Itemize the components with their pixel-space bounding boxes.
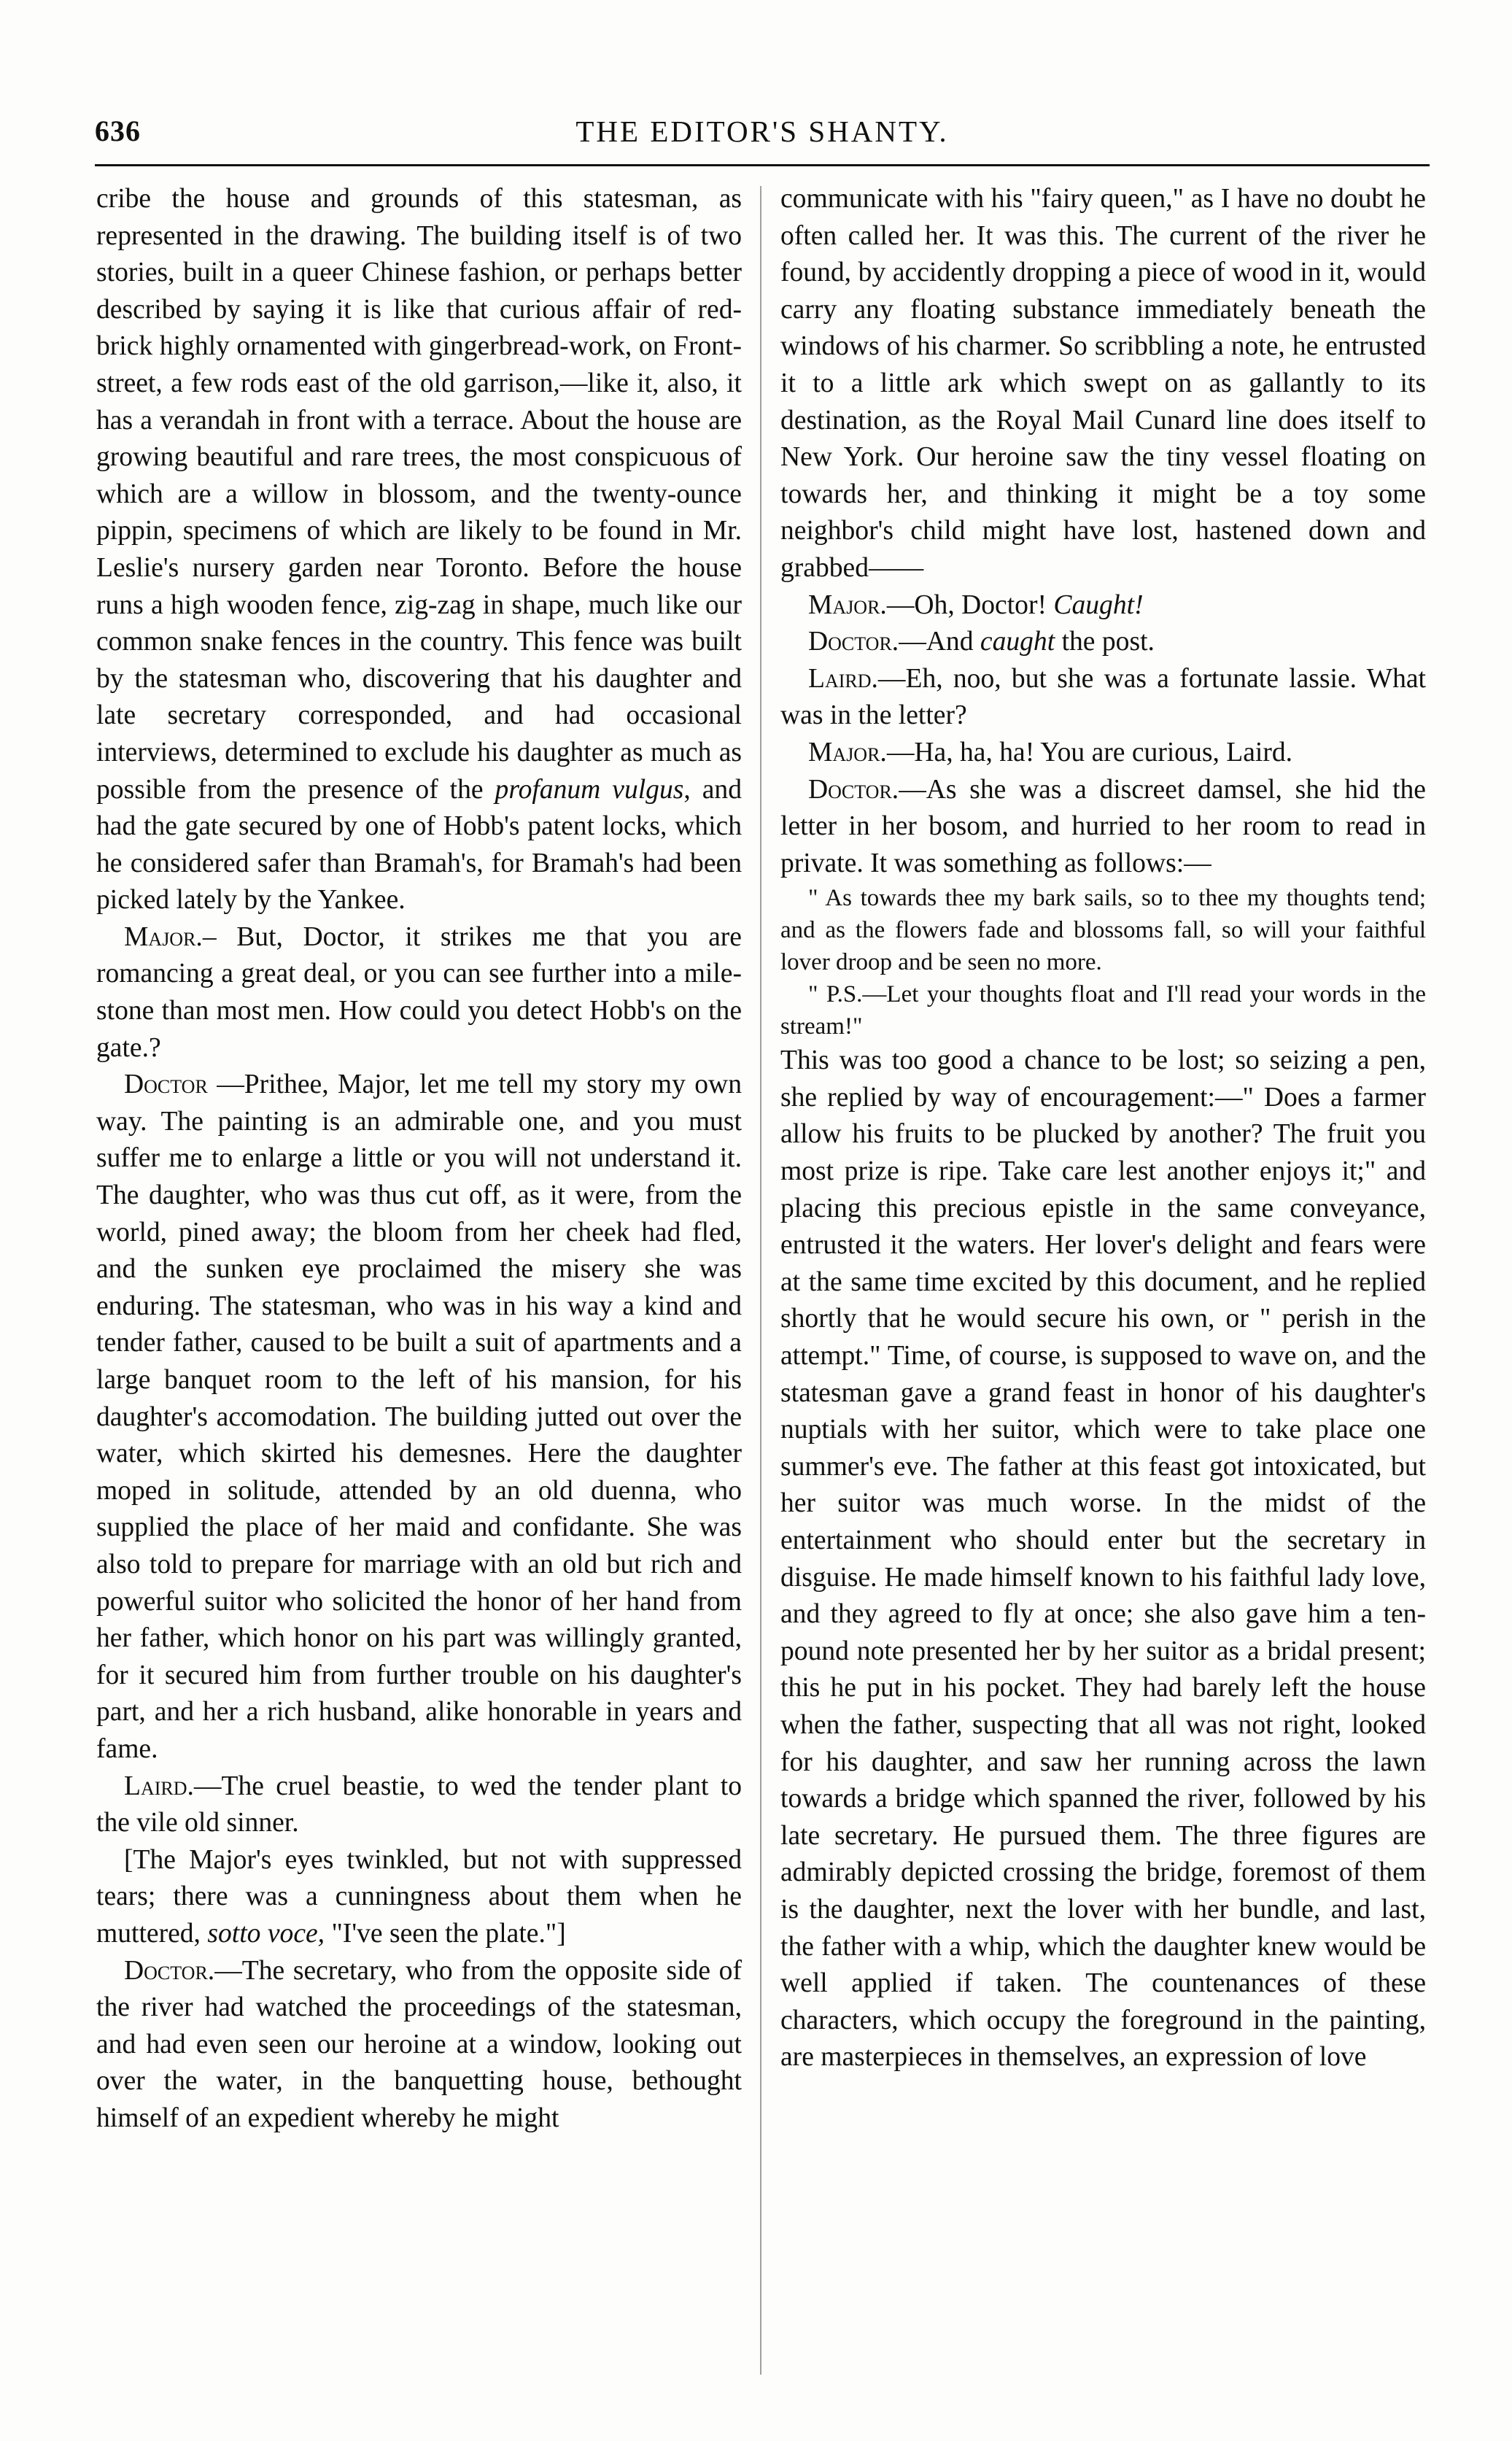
quoted-postscript: " P.S.—Let your thoughts float and I'll read your words in the stream!" (780, 981, 1426, 1040)
paragraph: [The Major's eyes twinkled, but not with suppressed tears; there was a cunningness about them when he muttered, sotto voce, "I've seen the plate."] (96, 1844, 742, 1949)
page-header (95, 109, 1430, 160)
column-divider (760, 186, 761, 2375)
speaker-name: Major. (808, 589, 887, 620)
left-column (96, 181, 742, 2137)
speaker-name: Doctor. (124, 1955, 215, 1986)
paragraph: Major.—Ha, ha, ha! You are curious, Laird. (808, 737, 1293, 767)
paragraph: Doctor.—And caught the post. (808, 627, 1155, 657)
paragraph: Doctor.—The secretary, who from the opposite side of the river had watched the proceedings of the statesman, and had even seen our heroine at a window, looking out over the water, in the banquetting house, bethought himself of an expedient whereby he might (96, 1955, 742, 2133)
speaker-name: Major. (808, 737, 887, 767)
speaker-name: Doctor. (808, 774, 899, 805)
speaker-name: Doctor. (808, 627, 899, 657)
paragraph: Laird.—Eh, noo, but she was a fortunate lassie. What was in the letter? (780, 663, 1426, 731)
speaker-name: Laird. (124, 1771, 194, 1801)
right-column (780, 181, 1426, 2076)
running-head: THE EDITOR'S SHANTY. (575, 115, 949, 148)
paragraph: Laird.—The cruel beastie, to wed the tender plant to the vile old sinner. (96, 1771, 742, 1838)
speaker-name: Doctor (124, 1069, 208, 1100)
paragraph: This was too good a chance to be lost; so seizing a pen, she replied by way of encouragement:—" Does a farmer allow his fruits to be plucked by another? The fruit you most prize is ripe. Take care lest another enjoys it;" and placing this precious epistle in the same conveyance, entrusted it the waters. Her lover's delight and fears were at the same time excited by this document, and he replied shortly that he would secure his own, or " perish in the attempt." Time, of course, is supposed to wave on, and the statesman gave a grand feast in honor of his daughter's nuptials with her suitor, which were to take place one summer's eve. The father at this feast got intoxicated, but her suitor was much worse. In the midst of the entertainment who should enter but the secretary in disguise. He made himself known to his faithful lady love, and they agreed to fly at once; she also gave him a ten-pound note presented her by her suitor as a bridal present; this he put in his pocket. They had barely left the house when the father, suspecting that all was not right, looked for his daughter, and saw her running across the lawn towards a bridge which spanned the river, followed by his late secretary. He pursued them. The three figures are admirably depicted crossing the bridge, foremost of them is the daughter, next the lover with her bundle, and last, the father with a whip, which the daughter knew would be well applied if taken. The countenances of these characters, which occupy the foreground in the painting, are masterpieces in themselves, an expression of love (780, 1045, 1426, 2073)
paragraph: cribe the house and grounds of this statesman, as represented in the drawing. The building itself is of two stories, built in a queer Chinese fashion, or perhaps better described by saying it is like that curious affair of red-brick highly ornamented with gingerbread-work, on Front-street, a few rods east of the old garrison,—like it, also, it has a verandah in front with a terrace. About the house are growing beautiful and rare trees, the most conspicuous of which are a willow in blossom, and the twenty-ounce pippin, specimens of which are likely to be found in Mr. Leslie's nursery garden near Toronto. Before the house runs a high wooden fence, zig-zag in shape, much like our common snake fences in the country. This fence was built by the statesman who, discovering that his daughter and late secretary corresponded, and had occasional interviews, determined to exclude his daughter as much as possible from the presence of the profanum vulgus, and had the gate secured by one of Hobb's patent locks, which he considered safer than Bramah's, for Bramah's had been picked lately by the Yankee. (96, 184, 742, 916)
paragraph: Major.– But, Doctor, it strikes me that you are romancing a great deal, or you can see further into a mile-stone than most men. How could you detect Hobb's on the gate.? (96, 921, 742, 1063)
paragraph: Doctor —Prithee, Major, let me tell my story my own way. The painting is an admirable one, and you must suffer me to enlarge a little or you will not understand it. The daughter, who was thus cut off, as it were, from the world, pined away; the bloom from her cheek had fled, and the sunken eye proclaimed the misery she was enduring. The statesman, who was in his way a kind and tender father, caused to be built a suit of apartments and a large banquet room to the left of his mansion, for his daughter's accomodation. The building jutted out over the water, which skirted his demesnes. Here the daughter moped in solitude, attended by an old duenna, who supplied the place of her maid and confidante. She was also told to prepare for marriage with an old but rich and powerful suitor who solicited the honor of her hand from her father, which honor on his part was willingly granted, for it secured him from further trouble on his daughter's part, and her a rich husband, alike honorable in years and fame. (96, 1069, 742, 1764)
header-rule (95, 164, 1430, 166)
speaker-name: Laird. (808, 663, 878, 694)
quoted-letter: " As towards thee my bark sails, so to thee my thoughts tend; and as the flowers fade and blossoms fall, so will your faithful lover droop and be seen no more. (780, 885, 1426, 976)
paragraph: communicate with his "fairy queen," as I have no doubt he often called her. It was this. The current of the river he found, by accidently dropping a piece of wood in it, would carry any floating substance immediately beneath the windows of his charmer. So scribbling a note, he entrusted it to a little ark which swept on as gallantly to its destination, as the Royal Mail Cunard line does itself to New York. Our heroine saw the tiny vessel floating on towards her, and thinking it might be a toy some neighbor's child might have lost, hastened down and grabbed—— (780, 184, 1426, 583)
page-number: 636 (95, 115, 141, 147)
speaker-name: Major. (124, 921, 203, 952)
paragraph: Doctor.—As she was a discreet damsel, she hid the letter in her bosom, and hurried to her room to read in private. It was something as follows:— (780, 774, 1426, 878)
paragraph: Major.—Oh, Doctor! Caught! (808, 589, 1144, 620)
